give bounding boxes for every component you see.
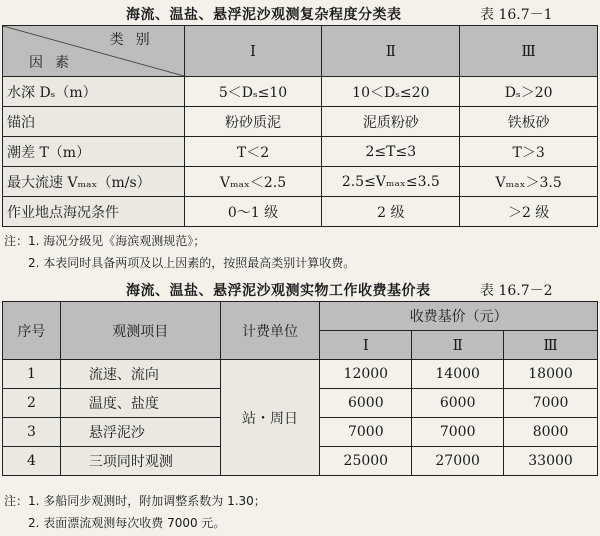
header-factor-label: 因素 xyxy=(29,55,81,71)
complexity-classification-table xyxy=(2,25,598,227)
item-cell: 悬浮泥沙 xyxy=(60,418,220,447)
table-row xyxy=(3,360,598,389)
factor-cell: 最大流速 Vₘₐₓ（m/s） xyxy=(3,167,185,197)
factor-cell: 水深 Dₛ（m） xyxy=(3,77,185,107)
seq-cell: 2 xyxy=(3,389,61,418)
table1-corner-cell xyxy=(3,26,185,77)
value-cell: 2≤T≤3 xyxy=(322,137,460,167)
value-cell: Dₛ＞20 xyxy=(460,77,598,107)
value-cell: 粉砂质泥 xyxy=(184,107,322,137)
table1-header-row xyxy=(3,26,598,77)
unit-cell: 站・周日 xyxy=(220,360,320,476)
fee-base-price-table xyxy=(2,301,598,476)
header-price: 收费基价（元） xyxy=(320,302,598,331)
price-cell: 7000 xyxy=(412,418,504,447)
price-cell: 25000 xyxy=(320,447,412,476)
table1-title: 海流、温盐、悬浮泥沙观测复杂程度分类表 xyxy=(126,7,402,23)
table-row xyxy=(3,77,598,107)
note-line: 2. 本表同时具备两项及以上因素的，按照最高类别计算收费。 xyxy=(28,256,356,270)
item-cell: 流速、流向 xyxy=(60,360,220,389)
header-category-label: 类别 xyxy=(109,32,162,48)
value-cell: Vₘₐₓ＞3.5 xyxy=(460,167,598,197)
table1-caption xyxy=(0,2,600,24)
value-cell: ＞2 级 xyxy=(460,197,598,227)
col-level-1: Ⅰ xyxy=(320,331,412,360)
table-row xyxy=(3,137,598,167)
col-level-2: Ⅱ xyxy=(322,26,460,77)
header-unit: 计费单位 xyxy=(220,302,320,360)
value-cell: 铁板砂 xyxy=(460,107,598,137)
item-cell: 三项同时观测 xyxy=(60,447,220,476)
col-level-2: Ⅱ xyxy=(412,331,504,360)
price-cell: 6000 xyxy=(412,389,504,418)
value-cell: T＜2 xyxy=(184,137,322,167)
value-cell: 2 级 xyxy=(322,197,460,227)
header-seq: 序号 xyxy=(3,302,61,360)
note-line: 注：1. 海况分级见《海滨观测规范》； xyxy=(4,234,206,248)
factor-cell: 潮差 T（m） xyxy=(3,137,185,167)
col-level-3: Ⅲ xyxy=(460,26,598,77)
table2-title: 海流、温盐、悬浮泥沙观测实物工作收费基价表 xyxy=(126,283,431,299)
value-cell: Vₘₐₓ＜2.5 xyxy=(184,167,322,197)
price-cell: 33000 xyxy=(504,447,598,476)
header-item: 观测项目 xyxy=(60,302,220,360)
factor-cell: 锚泊 xyxy=(3,107,185,137)
note-line: 注：1. 多船同步观测时，附加调整系数为 1.30； xyxy=(4,494,266,508)
item-cell: 温度、盐度 xyxy=(60,389,220,418)
value-cell: 2.5≤Vₘₐₓ≤3.5 xyxy=(322,167,460,197)
price-cell: 7000 xyxy=(320,418,412,447)
col-level-1: Ⅰ xyxy=(184,26,322,77)
table2-number: 表 16.7－2 xyxy=(480,283,553,299)
seq-cell: 4 xyxy=(3,447,61,476)
table2-header-row xyxy=(3,302,598,331)
factor-cell: 作业地点海况条件 xyxy=(3,197,185,227)
col-level-3: Ⅲ xyxy=(504,331,598,360)
seq-cell: 1 xyxy=(3,360,61,389)
price-cell: 18000 xyxy=(504,360,598,389)
price-cell: 27000 xyxy=(412,447,504,476)
value-cell: 泥质粉砂 xyxy=(322,107,460,137)
price-cell: 14000 xyxy=(412,360,504,389)
value-cell: T＞3 xyxy=(460,137,598,167)
price-cell: 12000 xyxy=(320,360,412,389)
note-line: 2. 表面漂流观测每次收费 7000 元。 xyxy=(28,516,226,530)
table2-caption xyxy=(0,278,600,300)
table2-notes xyxy=(4,490,266,534)
table-row xyxy=(3,197,598,227)
table1-number: 表 16.7－1 xyxy=(480,7,553,23)
table1-notes xyxy=(4,230,355,274)
value-cell: 10＜Dₛ≤20 xyxy=(322,77,460,107)
price-cell: 7000 xyxy=(504,389,598,418)
price-cell: 8000 xyxy=(504,418,598,447)
value-cell: 0～1 级 xyxy=(184,197,322,227)
seq-cell: 3 xyxy=(3,418,61,447)
price-cell: 6000 xyxy=(320,389,412,418)
table-row xyxy=(3,167,598,197)
value-cell: 5＜Dₛ≤10 xyxy=(184,77,322,107)
table-row xyxy=(3,107,598,137)
